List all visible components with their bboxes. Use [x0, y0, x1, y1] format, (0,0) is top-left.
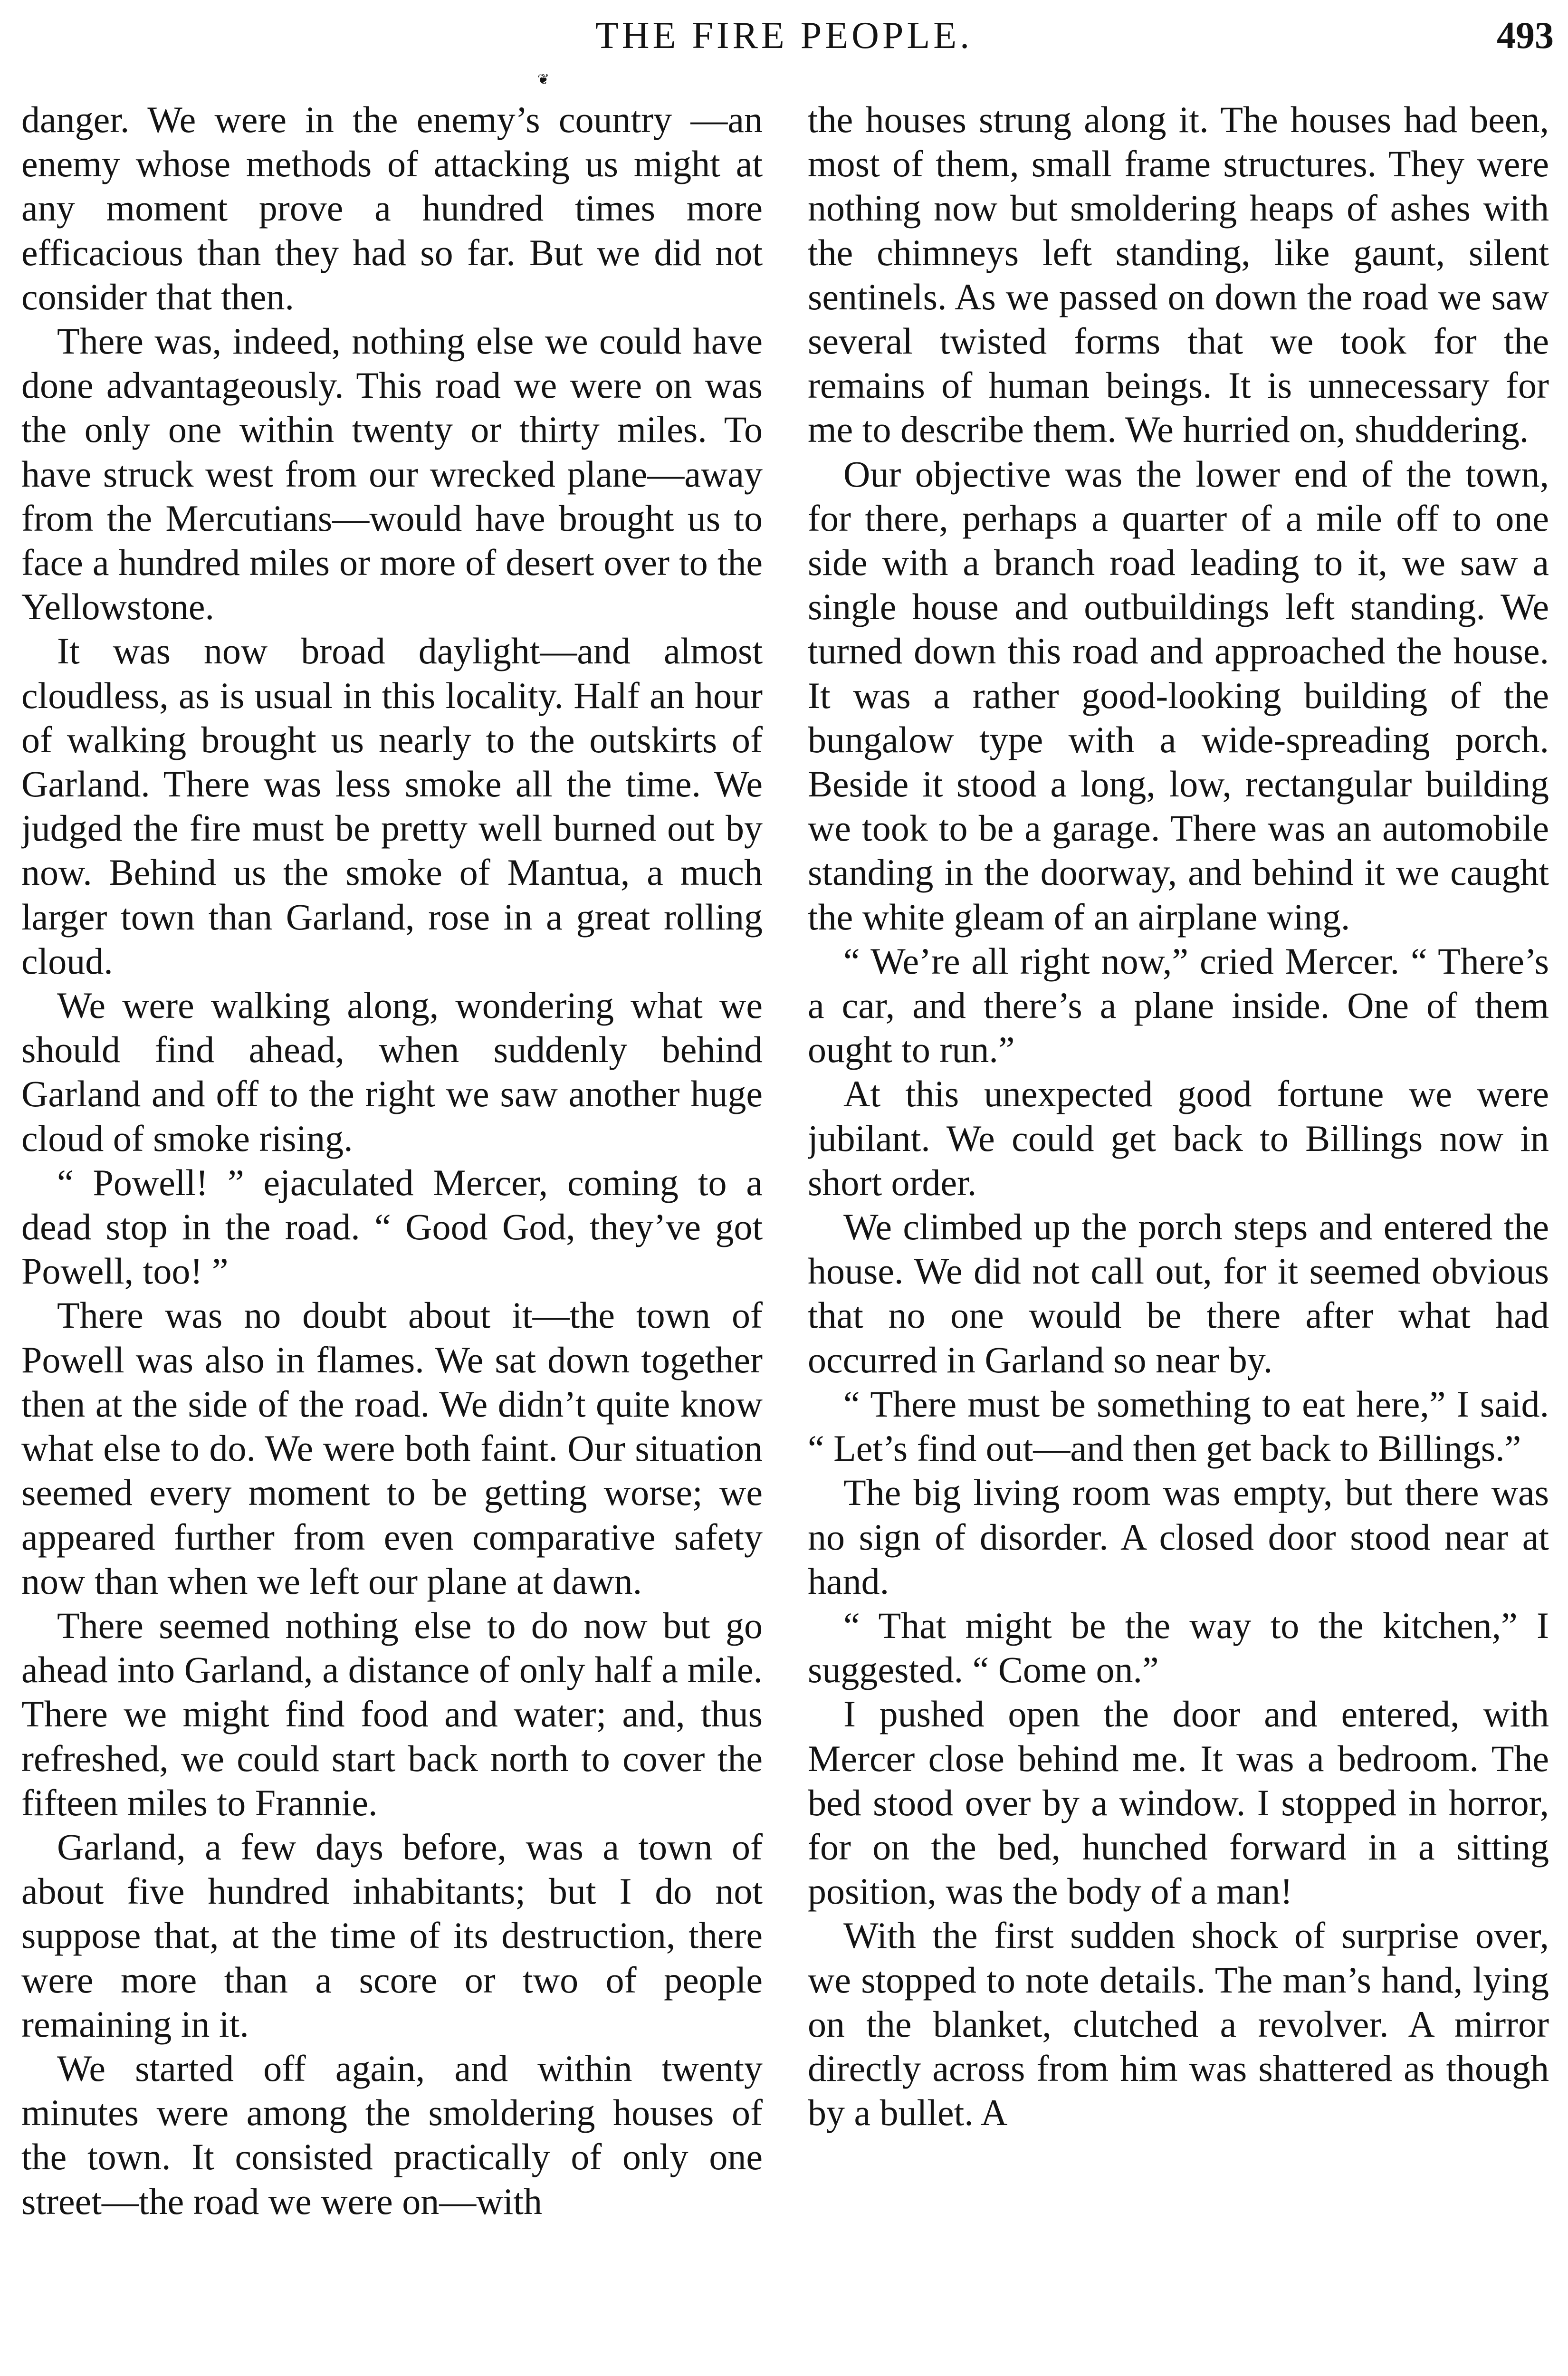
paragraph: We climbed up the porch steps and entered the house. We did not call out, for it seemed obvious that no one would be there after what had occurred in Garland so near by.: [808, 1206, 1549, 1380]
paragraph: There was no doubt about it—the town of Powell was also in flames. We sat down together then at the side of the road. We didn’t quite know what else to do. We were both faint. Our situation seemed every moment to be getting worse; we appeared further from even comparative safety now than when we left our plane at dawn.: [21, 1294, 763, 1602]
running-title: THE FIRE PEOPLE.: [595, 15, 973, 57]
paragraph: “ There must be something to eat here,” I said. “ Let’s find out—and then get back to Billings.”: [808, 1383, 1549, 1469]
paragraph: “ We’re all right now,” cried Mercer. “ There’s a car, and there’s a plane inside. One of them ought to run.”: [808, 940, 1549, 1071]
paragraph: At this unexpected good fortune we were jubilant. We could get back to Billings now in short order.: [808, 1073, 1549, 1203]
paragraph: Our objective was the lower end of the town, for there, perhaps a quarter of a mile off to one side with a branch road leading to it, we saw a single house and outbuildings left standing. We turned down this road and approached the house. It was a rather good-looking building of the bungalow type with a wide-spreading porch. Beside it stood a long, low, rectangular building we took to be a garage. There was an automobile standing in the doorway, and behind it we caught the white gleam of an airplane wing.: [808, 453, 1549, 938]
paragraph: danger. We were in the enemy’s country —an enemy whose methods of attacking us might at any moment prove a hundred times more efficacious than they had so far. But we did not consider that then.: [21, 99, 763, 317]
paragraph: “ Powell! ” ejaculated Mercer, coming to a dead stop in the road. “ Good God, they’ve got Powell, too! ”: [21, 1161, 763, 1292]
paragraph: I pushed open the door and entered, with Mercer close behind me. It was a bedroom. The bed stood over by a window. I stopped in horror, for on the bed, hunched forward in a sitting position, was the body of a man!: [808, 1693, 1549, 1912]
paragraph: We were walking along, wondering what we should find ahead, when suddenly behind Garland and off to the right we saw another huge cloud of smoke rising.: [21, 985, 763, 1159]
paragraph: “ That might be the way to the kitchen,” I suggested. “ Come on.”: [808, 1604, 1549, 1691]
paragraph: The big living room was empty, but there was no sign of disorder. A closed door stood near at hand.: [808, 1472, 1549, 1602]
paragraph: the houses strung along it. The houses had been, most of them, small frame structures. They were nothing now but smoldering heaps of ashes with the chimneys left standing, like gaunt, silent sentinels. As we passed on down the road we saw several twisted forms that we took for the remains of human beings. It is unnecessary for me to describe them. We hurried on, shuddering.: [808, 99, 1549, 450]
paragraph: There was, indeed, nothing else we could have done advantageously. This road we were on was the only one within twenty or thirty miles. To have struck west from our wrecked plane—away from the Mercutians—would have brought us to face a hundred miles or more of desert over to the Yellowstone.: [21, 320, 763, 628]
right-column: [808, 97, 1549, 2376]
left-column: [21, 97, 763, 2376]
page-number: 493: [1497, 15, 1554, 57]
paragraph: It was now broad daylight—and almost cloudless, as is usual in this locality. Half an hour of walking brought us nearly to the outskirts of Garland. There was less smoke all the time. We judged the fire must be pretty well burned out by now. Behind us the smoke of Mantua, a much larger town than Garland, rose in a great rolling cloud.: [21, 630, 763, 982]
paragraph: We started off again, and within twenty minutes were among the smoldering houses of the town. It consisted practically of only one street—the road we were on—with: [21, 2047, 763, 2222]
paragraph: There seemed nothing else to do now but go ahead into Garland, a distance of only half a mile. There we might find food and water; and, thus refreshed, we could start back north to cover the fifteen miles to Frannie.: [21, 1604, 763, 1823]
paragraph: Garland, a few days before, was a town of about five hundred inhabitants; but I do not suppose that, at the time of its destruction, there were more than a score or two of people remaining in it.: [21, 1826, 763, 2045]
ornament-icon: ❦: [537, 72, 550, 87]
paragraph: With the first sudden shock of surprise over, we stopped to note details. The man’s hand, lying on the blanket, clutched a revolver. A mirror directly across from him was shattered as though by a bullet. A: [808, 1915, 1549, 2134]
